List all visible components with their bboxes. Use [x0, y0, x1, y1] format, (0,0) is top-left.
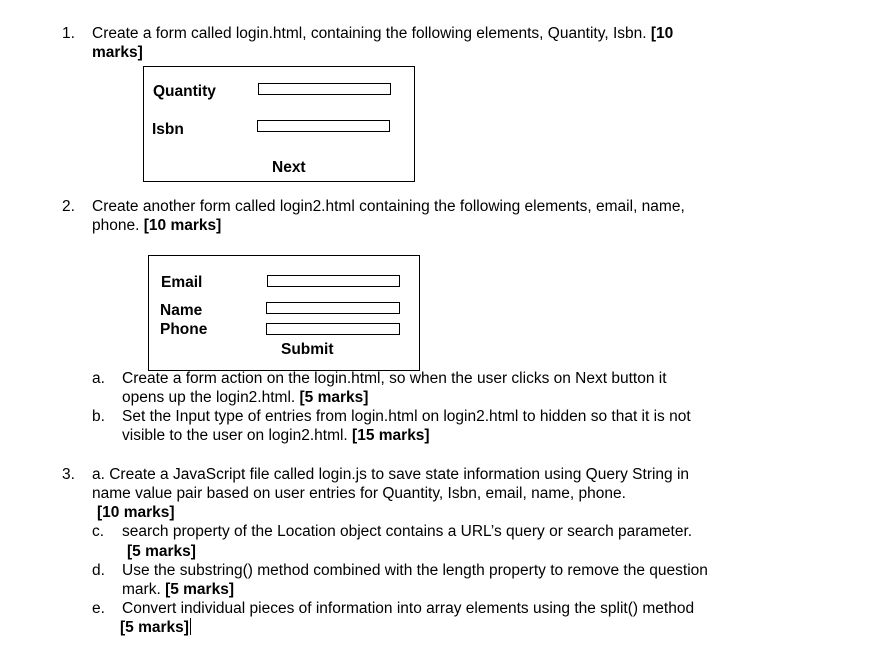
q2b-marks: [15 marks] [352, 427, 430, 444]
next-button[interactable]: Next [272, 159, 306, 176]
q2a-marks: [5 marks] [299, 389, 369, 406]
name-label: Name [160, 302, 203, 319]
q3-marks: [10 marks] [97, 504, 175, 521]
text-cursor [190, 618, 191, 635]
quantity-input[interactable] [258, 83, 391, 95]
phone-label: Phone [160, 321, 208, 338]
login2-form-mockup [148, 255, 420, 371]
q2a-letter: a. [92, 370, 105, 387]
q3c-line1: search property of the Location object contains a URL’s query or search parameter. [122, 523, 693, 540]
q3d-line2: mark. [122, 581, 161, 598]
q2b-letter: b. [92, 408, 105, 425]
q1-marks-end: marks] [92, 44, 143, 61]
isbn-label: Isbn [152, 121, 184, 138]
quantity-label: Quantity [153, 83, 216, 100]
q3d-text-line2 [122, 580, 234, 599]
q3d-letter: d. [92, 562, 105, 579]
q2-line2: phone. [92, 217, 140, 234]
q3-line1: a. Create a JavaScript file called login.js to save state information using Query String in [92, 466, 690, 483]
q3e-marks: [5 marks] [120, 619, 189, 636]
q3c-letter: c. [92, 523, 105, 540]
email-input[interactable] [267, 275, 400, 287]
q1-marks-start: [10 [650, 25, 674, 42]
q2-number: 2. [62, 198, 75, 215]
q1-line1: Create a form called login.html, containing the following elements, Quantity, Isbn. [92, 25, 647, 42]
login-form-mockup [143, 66, 415, 182]
q2a-text-line2 [122, 388, 368, 407]
name-input[interactable] [266, 302, 400, 314]
q2a-line1: Create a form action on the login.html, so when the user clicks on Next button it [122, 370, 667, 387]
submit-button[interactable]: Submit [281, 341, 334, 358]
phone-input[interactable] [266, 323, 400, 335]
q2-marks: [10 marks] [143, 217, 222, 234]
q3d-line1: Use the substring() method combined with the length property to remove the question [122, 562, 708, 579]
q3c-marks: [5 marks] [127, 543, 196, 560]
q2-line1: Create another form called login2.html containing the following elements, email, name, [92, 198, 685, 215]
q3-line2: name value pair based on user entries for Quantity, Isbn, email, name, phone. [92, 485, 626, 502]
q2-text-line2 [92, 216, 221, 235]
q3d-marks: [5 marks] [165, 581, 234, 598]
q3e-letter: e. [92, 600, 105, 617]
q3-number: 3. [62, 466, 75, 483]
q2a-line2: opens up the login2.html. [122, 389, 296, 406]
q2b-line2: visible to the user on login2.html. [122, 427, 348, 444]
q3e-marks-line [120, 618, 191, 637]
q2b-text-line2 [122, 426, 430, 445]
q2b-line1: Set the Input type of entries from login.html on login2.html to hidden so that it is not [122, 408, 691, 425]
q1-number: 1. [62, 25, 75, 42]
q3e-line1: Convert individual pieces of information into array elements using the split() method [122, 600, 695, 617]
email-label: Email [161, 274, 203, 291]
q1-text [92, 24, 673, 43]
isbn-input[interactable] [257, 120, 390, 132]
